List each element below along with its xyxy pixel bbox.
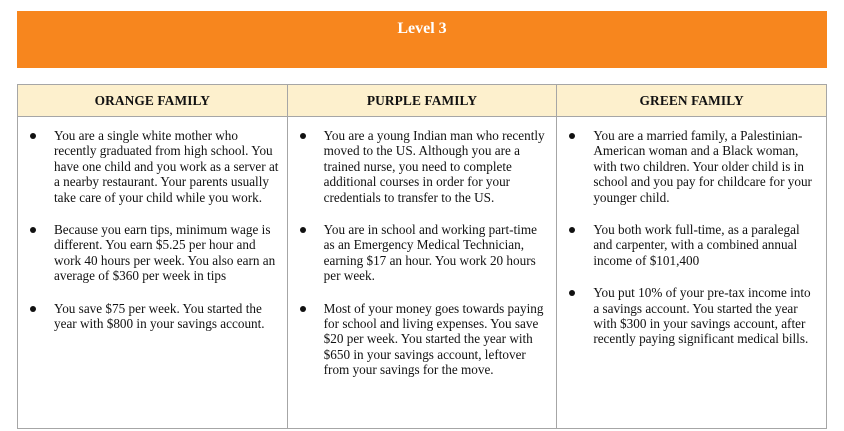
list-item: You are in school and working part-time as an Emergency Medical Technician, earning $17 an hour. You work 20 hours per week.: [298, 222, 549, 284]
orange-family-cell: [18, 117, 288, 429]
list-item: Most of your money goes towards paying for school and living expenses. You save $20 per week. You started the year with $650 in your savings account, leftover from your savings for the move.: [298, 301, 549, 378]
orange-family-list: [28, 128, 279, 331]
family-header-row: [18, 85, 827, 117]
purple-family-cell: [287, 117, 557, 429]
orange-family-header: ORANGE FAMILY: [18, 85, 288, 117]
purple-family-header: PURPLE FAMILY: [287, 85, 557, 117]
level-banner: [17, 11, 827, 68]
green-family-list: [567, 128, 818, 347]
purple-family-list: [298, 128, 549, 378]
list-item: You are a single white mother who recently graduated from high school. You have one child and you work as a server at a nearby restaurant. Your parents usually take care of your child while you work.: [28, 128, 279, 205]
list-item: You save $75 per week. You started the year with $800 in your savings account.: [28, 301, 279, 332]
family-table: [17, 84, 827, 429]
family-details-row: [18, 117, 827, 429]
level-title: Level 3: [397, 20, 447, 37]
list-item: Because you earn tips, minimum wage is different. You earn $5.25 per hour and work 40 hours per week. You also earn an average of $360 per week in tips: [28, 222, 279, 284]
green-family-cell: [557, 117, 827, 429]
green-family-header: GREEN FAMILY: [557, 85, 827, 117]
list-item: You put 10% of your pre-tax income into a savings account. You started the year with $300 in your savings account, after recently paying significant medical bills.: [567, 285, 818, 347]
list-item: You are a married family, a Palestinian-American woman and a Black woman, with two children. Your older child is in school and you pay for childcare for your younger child.: [567, 128, 818, 205]
list-item: You both work full-time, as a paralegal and carpenter, with a combined annual income of $101,400: [567, 222, 818, 268]
list-item: You are a young Indian man who recently moved to the US. Although you are a trained nurse, you need to complete additional courses in order for your credentials to transfer to the US.: [298, 128, 549, 205]
